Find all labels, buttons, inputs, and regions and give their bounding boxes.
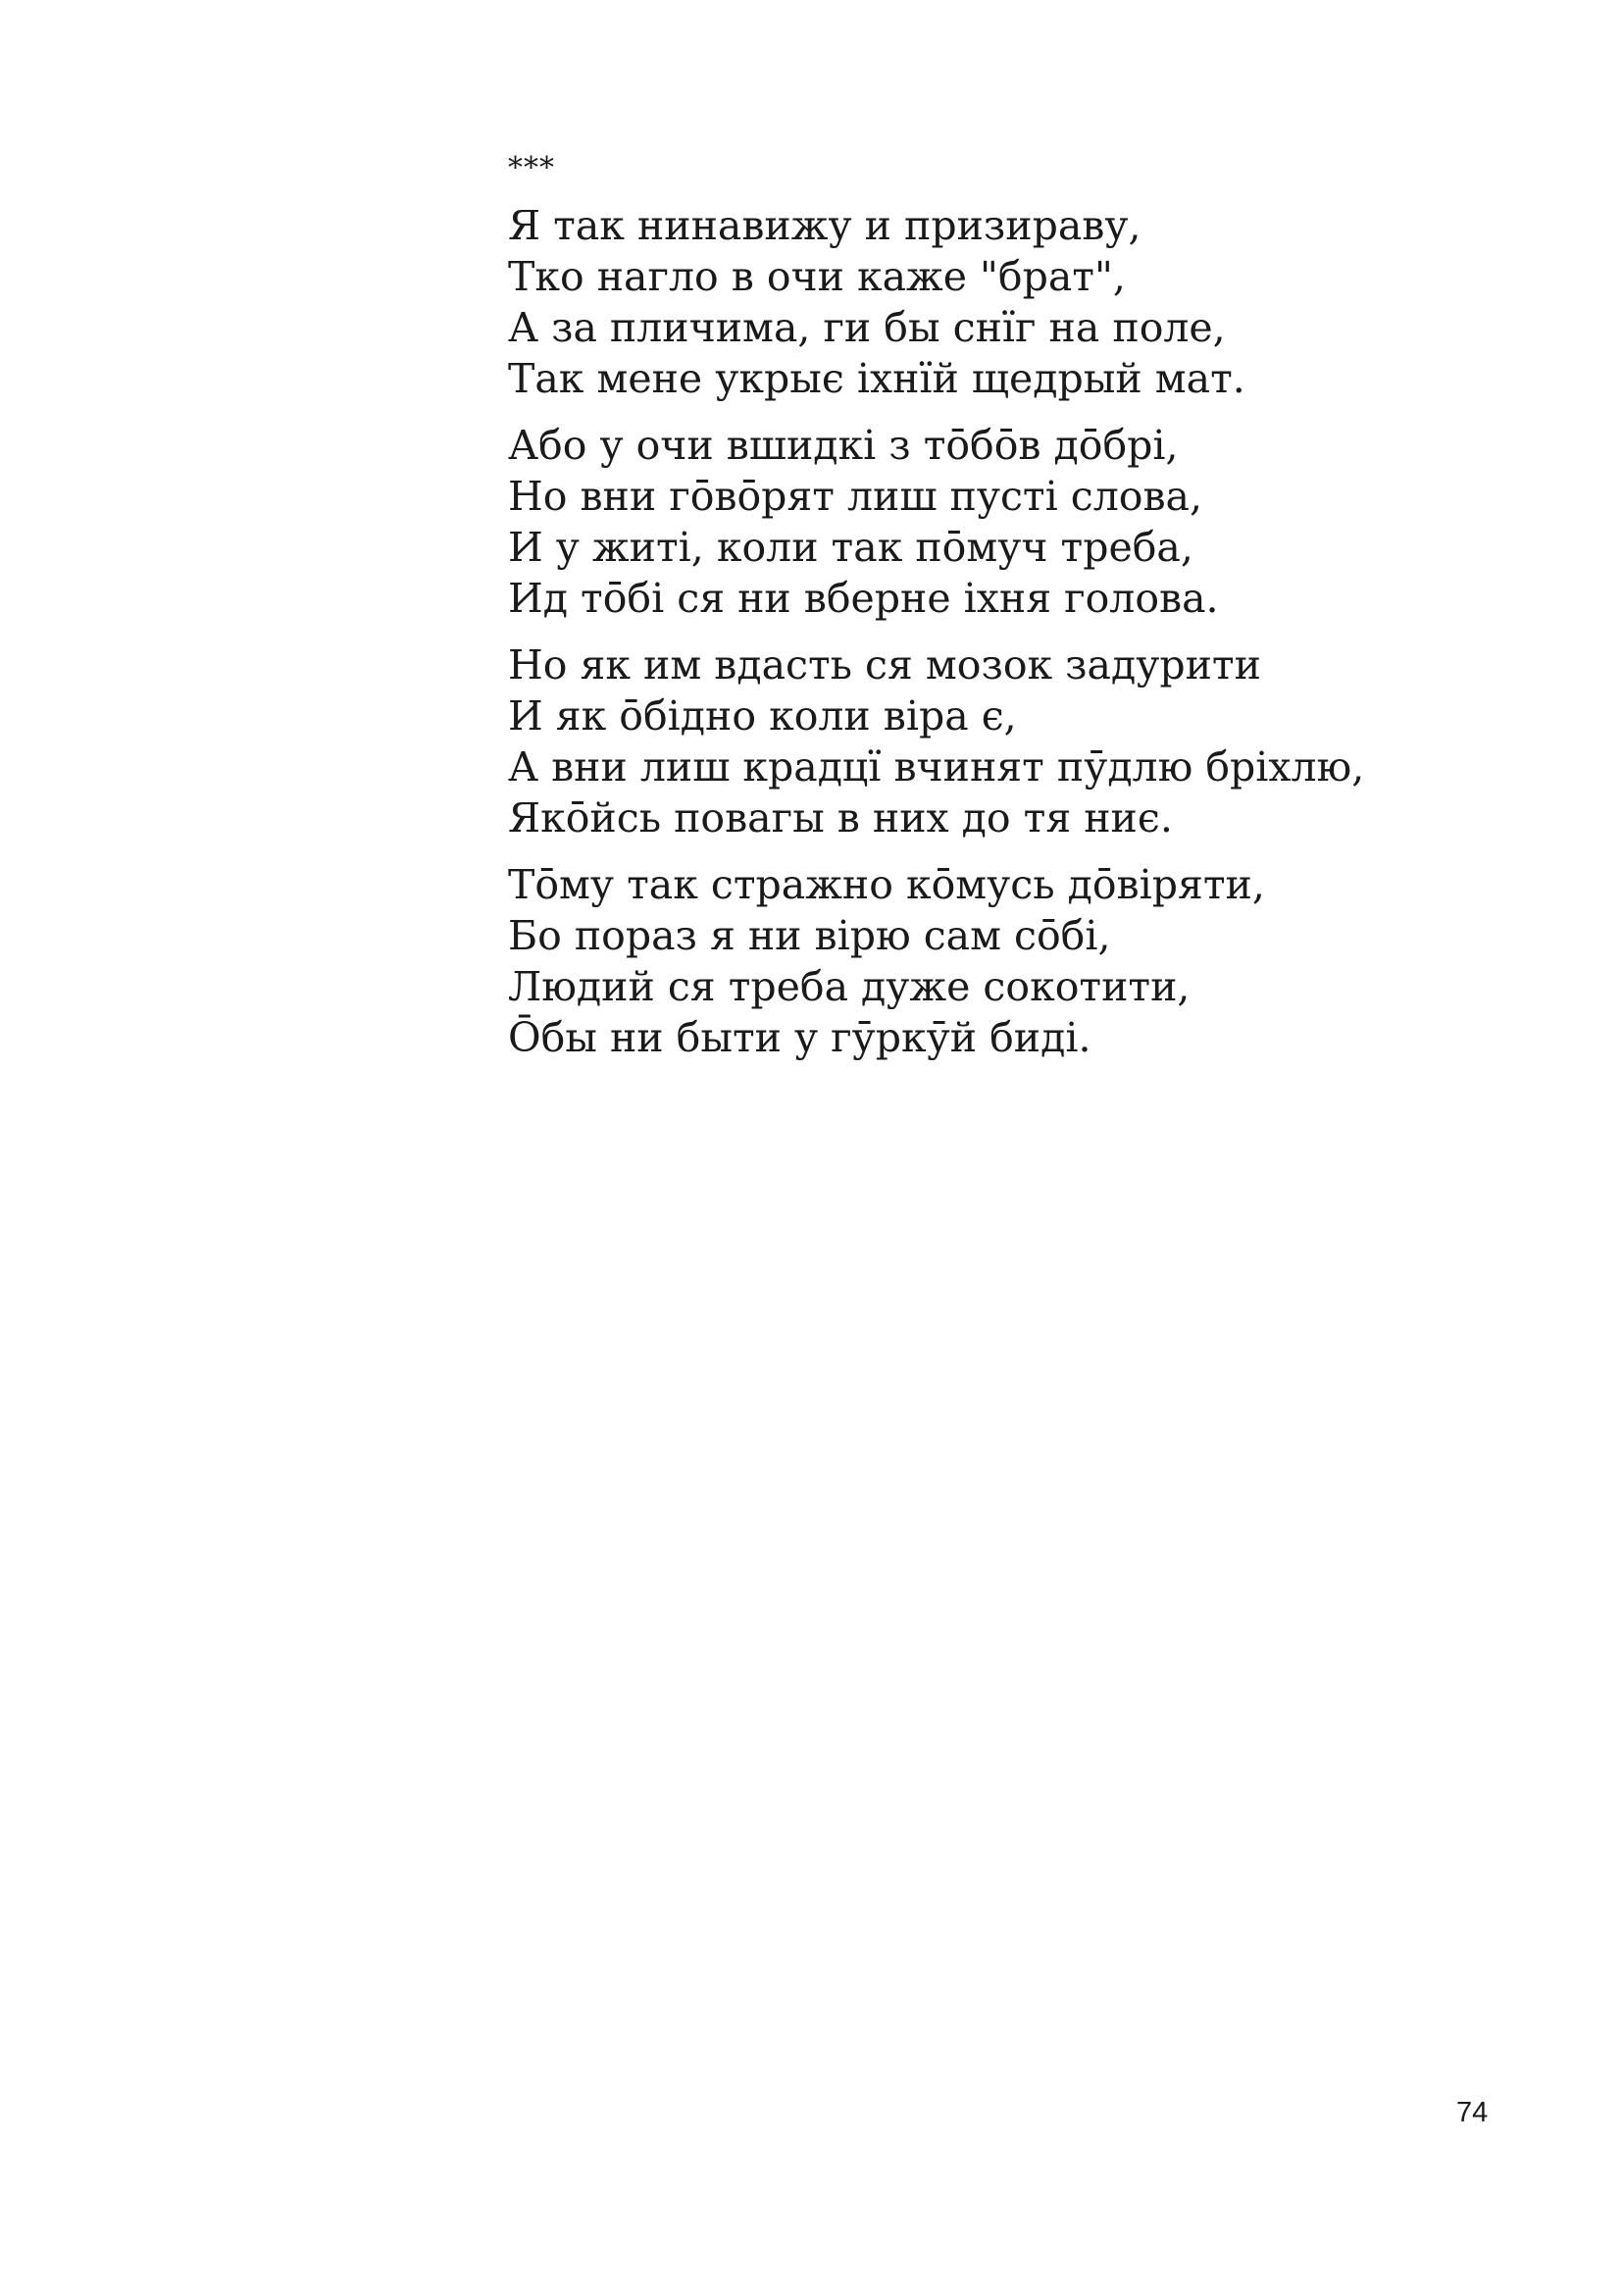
poem-line: Ōбы ни быти у гӯркӯй биді. [508,1014,1091,1061]
poem-line: Людий ся треба дуже сокотити, [508,963,1191,1010]
stanza-1 [508,200,1489,404]
poem-line: Но вни гōвōрят лиш пусті слова, [508,473,1203,520]
stanza-3 [508,639,1489,843]
poem-line: Бо пораз я ни вірю сам сōбі, [508,912,1111,959]
poem-line: Но як им вдасть ся мозок задурити [508,641,1261,689]
poem-line: А за пличима, ги бы снїг на поле, [508,304,1226,351]
stanza-4 [508,859,1489,1063]
poem-line: Так мене укрыє іхнїй щедрый мат. [508,355,1245,402]
poem [508,149,1489,1079]
stanza-2 [508,420,1489,624]
poem-line: Або у очи вшидкі з тōбōв дōбрі, [508,422,1179,469]
poem-line: Тко нагло в очи каже "брат", [508,253,1126,300]
poem-line: Ид тōбі ся ни вберне іхня голова. [508,575,1219,622]
poem-line: Тōму так стражно кōмусь дōвіряти, [508,861,1265,908]
poem-line: Якōйсь повагы в них до тя ниє. [508,794,1173,842]
poem-line: И у житі, коли так пōмуч треба, [508,524,1193,571]
poem-line: Я так нинавижу и призираву, [508,202,1141,249]
poem-line: А вни лиш крадцї вчинят пӯдлю бріхлю, [508,743,1365,791]
poem-line: И як ōбідно коли віра є, [508,692,1017,740]
poem-separator: *** [508,151,555,185]
page-number: 74 [1456,2097,1489,2128]
